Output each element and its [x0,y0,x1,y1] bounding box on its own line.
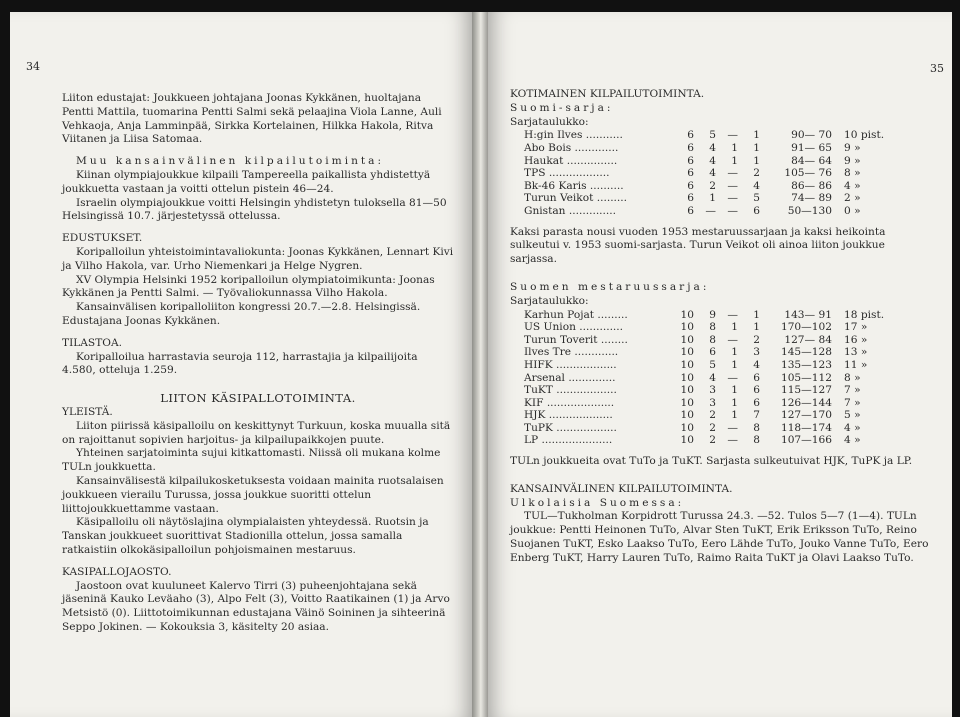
table-cell-team: HIFK .................. [524,358,617,371]
table-row [524,192,892,205]
table-cell-pts: 18 pist. [844,308,885,321]
paragraph: TULn joukkueita ovat TuTo ja TuKT. Sarjasta sulkeutuivat HJK, TuPK ja LP. [510,455,913,468]
book-spine [472,12,488,717]
table-row [524,384,892,397]
table-cell-team: LP ..................... [524,434,613,447]
table-row [524,397,892,410]
table-cell-w: 4 [709,167,716,180]
table-cell-l: 5 [753,192,760,205]
table-cell-p: 10 [680,358,694,371]
table-cell-l: 4 [753,179,760,192]
table-cell-w: 5 [709,358,716,371]
section-heading: TILASTOA. [62,336,122,349]
table-cell-l: 2 [753,167,760,180]
table-row [524,155,892,168]
table-cell-l: 1 [753,129,760,142]
paragraph: Liiton piirissä käsipalloilu on keskittynyt Turkuun, koska muualla sitä on rajoittanut sopivien harjoitus- ja kilpailupaikkojen puute. [62,419,451,446]
table-cell-team: HJK ................... [524,409,613,422]
paragraph: Koripalloilun yhteistoimintavaliokunta: Joonas Kykkänen, Lennart Kivi ja Vilho Hakola, var. Urho Niemenkari ja Helge Nygren. [62,245,454,272]
table-cell-l: 6 [753,396,760,409]
table-cell-d: — [727,371,738,384]
table-cell-w: 4 [709,141,716,154]
table-cell-d: 1 [731,346,738,359]
table-row [524,142,892,155]
table-cell-w: 8 [709,333,716,346]
table-cell-l: 4 [753,358,760,371]
table-cell-team: Turun Veikot ......... [524,192,628,205]
table-cell-pts: 8 » [844,167,861,180]
table-cell-w: 6 [709,346,716,359]
series-title: Ulkolaisia Suomessa: [510,496,685,509]
table-cell-w: 8 [709,321,716,334]
paragraph: Israelin olympiajoukkue voitti Helsingin yhdistetyn tuloksella 81—50 Helsingissä 10.7. järjestetyssä ottelussa. [62,196,447,223]
section-heading: KANSAINVÄLINEN KILPAILUTOIMINTA. [510,482,733,495]
table-cell-pts: 2 » [844,192,861,205]
table-cell-goals: 105—112 [780,371,832,384]
table-cell-w: 4 [709,371,716,384]
table-cell-d: — [727,434,738,447]
chapter-heading: LIITON KÄSIPALLOTOIMINTA. [160,391,356,406]
table-cell-l: 2 [753,333,760,346]
table-cell-team: TPS .................. [524,167,610,180]
table-cell-pts: 4 » [844,179,861,192]
table-cell-d: — [727,204,738,217]
table-cell-l: 1 [753,141,760,154]
paragraph: XV Olympia Helsinki 1952 koripalloilun olympiatoimikunta: Joonas Kykkänen ja Pentti Salmi. — Työvaliokunnassa Vilho Hakola. [62,273,435,300]
table-cell-d: 1 [731,141,738,154]
table-cell-w: 4 [709,154,716,167]
table-cell-pts: 11 » [844,358,868,371]
table-cell-d: — [727,167,738,180]
section-heading: EDUSTUKSET. [62,232,143,245]
standings-table-suomi-sarja [524,129,892,217]
table-cell-goals: 145—128 [780,346,832,359]
table-cell-w: — [705,204,716,217]
table-cell-d: — [727,192,738,205]
table-cell-p: 10 [680,333,694,346]
table-cell-goals: 105— 76 [784,167,832,180]
table-cell-l: 8 [753,421,760,434]
table-cell-team: Karhun Pojat ......... [524,308,628,321]
paragraph: Kansainvälisen koripalloliiton kongressi 20.7.—2.8. Helsingissä. Edustajana Joonas Kykkänen. [62,301,421,327]
table-cell-w: 1 [709,192,716,205]
section-heading: YLEISTÄ. [62,405,113,418]
paragraph: Liiton edustajat: Joukkueen johtajana Joonas Kykkänen, huoltajana Pentti Mattila, tuomarina Pentti Salmi sekä pelaajina Viola Lanne, Auli Vehkaoja, Anja Lamminpää, Sirkka Kortelainen, Hilkka Hakola, Ritva Viitanen ja Liisa Satomaa. [62,92,442,146]
table-cell-team: Arsenal .............. [524,371,616,384]
table-cell-pts: 9 » [844,154,861,167]
table-row [524,129,892,142]
paragraph: TUL—Tukholman Korpidrott Turussa 24.3. —52. Tulos 5—7 (1—4). TULn joukkue: Pentti Heinonen TuTo, Alvar Sten TuKT, Erik Eriksson TuTo, Reino Suojanen TuKT, Esko Laakso TuTo, Eero Lähde TuTo, Jouko Vanne TuTo, Eero Enberg TuKT, Harry Lauren TuTo, Raimo Raita TuKT ja Olavi Laakso TuTo. [510,510,929,564]
table-cell-l: 6 [753,371,760,384]
table-row [524,167,892,180]
table-label: Sarjataulukko: [510,115,589,128]
table-cell-goals: 126—144 [780,396,832,409]
standings-table-mestaruussarja [524,309,892,448]
table-row [524,409,892,422]
left-text-column [62,92,454,635]
table-cell-goals: 50—130 [787,204,832,217]
table-cell-pts: 5 » [844,409,861,422]
table-cell-d: 1 [731,358,738,371]
table-cell-l: 6 [753,384,760,397]
table-cell-d: 1 [731,384,738,397]
paragraph: Yhteinen sarjatoiminta sujui kitkattomasti. Niissä oli mukana kolme TULn joukkuetta. [62,447,441,474]
table-cell-goals: 91— 65 [791,141,832,154]
table-cell-d: — [727,179,738,192]
table-cell-l: 1 [753,154,760,167]
table-cell-team: Abo Bois ............. [524,141,619,154]
table-cell-pts: 10 pist. [844,129,885,142]
table-cell-w: 3 [709,396,716,409]
table-cell-d: — [727,308,738,321]
table-cell-p: 6 [687,192,694,205]
table-cell-l: 3 [753,346,760,359]
table-cell-d: — [727,421,738,434]
table-row [524,321,892,334]
table-cell-team: Turun Toverit ........ [524,333,628,346]
table-cell-team: TuPK .................. [524,421,617,434]
section-subheading: Muu kansainvälinen kilpailutoiminta: [76,155,385,168]
table-cell-goals: 170—102 [780,321,832,334]
table-cell-goals: 135—123 [780,358,832,371]
table-cell-goals: 90— 70 [791,129,832,142]
table-cell-w: 2 [709,434,716,447]
table-cell-d: 1 [731,409,738,422]
section-heading: KOTIMAINEN KILPAILUTOIMINTA. [510,88,705,100]
paragraph: Kiinan olympiajoukkue kilpaili Tampereella paikallista yhdistettyä joukkuetta vastaan ja voitti ottelun pistein 46—24. [62,168,431,195]
table-cell-p: 6 [687,167,694,180]
table-row [524,309,892,322]
table-cell-d: 1 [731,154,738,167]
table-row [524,205,892,218]
table-cell-l: 1 [753,308,760,321]
table-cell-team: Haukat ............... [524,154,618,167]
paragraph: Kansainvälisestä kilpailukosketuksesta voidaan mainita ruotsalaisen joukkueen vierailu Turussa, jossa joukkue suoritti ottelun liittojoukkuettamme vastaan. [62,474,444,515]
table-row [524,372,892,385]
right-text-column [510,88,930,566]
table-cell-pts: 17 » [844,321,868,334]
table-cell-pts: 7 » [844,396,861,409]
table-cell-pts: 4 » [844,421,861,434]
table-cell-p: 10 [680,396,694,409]
right-page [488,12,952,717]
table-row [524,359,892,372]
paragraph: Koripalloilua harrastavia seuroja 112, harrastajia ja kilpailijoita 4.580, otteluja 1.259. [62,350,418,377]
table-row [524,180,892,193]
table-cell-pts: 8 » [844,371,861,384]
table-cell-p: 10 [680,434,694,447]
table-row [524,334,892,347]
table-cell-pts: 7 » [844,384,861,397]
table-cell-d: 1 [731,321,738,334]
table-cell-team: Gnistan .............. [524,204,617,217]
table-cell-w: 5 [709,129,716,142]
table-label: Sarjataulukko: [510,294,589,307]
table-cell-pts: 0 » [844,204,861,217]
table-cell-p: 10 [680,321,694,334]
table-cell-goals: 74— 89 [791,192,832,205]
table-row [524,422,892,435]
table-cell-goals: 115—127 [780,384,832,397]
table-cell-goals: 86— 86 [791,179,832,192]
table-cell-w: 3 [709,384,716,397]
table-cell-pts: 9 » [844,141,861,154]
series-title: Suomen mestaruussarja: [510,280,710,293]
table-cell-goals: 127—170 [780,409,832,422]
table-cell-goals: 143— 91 [784,308,832,321]
table-cell-d: 1 [731,396,738,409]
table-cell-w: 2 [709,409,716,422]
table-cell-goals: 127— 84 [784,333,832,346]
table-cell-pts: 13 » [844,346,868,359]
table-cell-p: 6 [687,141,694,154]
table-cell-p: 10 [680,346,694,359]
table-cell-d: — [727,129,738,142]
table-cell-pts: 16 » [844,333,868,346]
table-cell-goals: 84— 64 [791,154,832,167]
table-cell-p: 6 [687,129,694,142]
table-cell-team: US Union ............. [524,321,624,334]
table-row [524,346,892,359]
table-cell-team: KIF .................... [524,396,615,409]
table-cell-goals: 107—166 [780,434,832,447]
table-cell-goals: 118—174 [780,421,832,434]
table-cell-team: TuKT .................. [524,384,617,397]
table-cell-l: 1 [753,321,760,334]
table-cell-w: 9 [709,308,716,321]
table-cell-team: H:gin Ilves ........... [524,129,623,142]
page-number: 34 [26,60,40,73]
table-cell-pts: 4 » [844,434,861,447]
paragraph: Kaksi parasta nousi vuoden 1953 mestaruussarjaan ja kaksi heikointa sulkeutui v. 1953 suomi-sarjasta. Turun Veikot oli ainoa liiton joukkue sarjassa. [510,225,886,266]
left-page [10,12,472,717]
table-cell-team: Ilves Tre ............. [524,346,619,359]
table-cell-p: 10 [680,308,694,321]
table-cell-p: 10 [680,371,694,384]
table-cell-l: 6 [753,204,760,217]
table-cell-w: 2 [709,179,716,192]
table-cell-p: 10 [680,384,694,397]
table-row [524,434,892,447]
table-cell-p: 10 [680,421,694,434]
series-title: Suomi-sarja: [510,101,614,114]
table-cell-p: 6 [687,179,694,192]
table-cell-p: 6 [687,154,694,167]
table-cell-l: 8 [753,434,760,447]
page-number: 35 [930,62,944,75]
table-cell-p: 10 [680,409,694,422]
table-cell-l: 7 [753,409,760,422]
paragraph: Käsipalloilu oli näytöslajina olympialaisten yhteydessä. Ruotsin ja Tanskan joukkueet suorittivat Stadionilla ottelun, jossa samalla ratkaistiin olkokäsipalloilun pohjoismainen mestaruus. [62,516,429,556]
table-cell-w: 2 [709,421,716,434]
table-cell-team: Bk-46 Karis .......... [524,179,624,192]
paragraph: Jaostoon ovat kuuluneet Kalervo Tirri (3) puheenjohtajana sekä jäseninä Kauko Leväaho (3), Alpo Felt (3), Voitto Raatikainen (1) ja Arvo Metsistö (0). Liittotoimikunnan edustajana Väinö Soininen ja sihteerinä Seppo Jokinen. — Kokouksia 3, käsitelty 20 asiaa. [62,579,450,633]
section-heading: KASIPALLOJAOSTO. [62,565,172,578]
table-cell-d: — [727,333,738,346]
table-cell-p: 6 [687,204,694,217]
